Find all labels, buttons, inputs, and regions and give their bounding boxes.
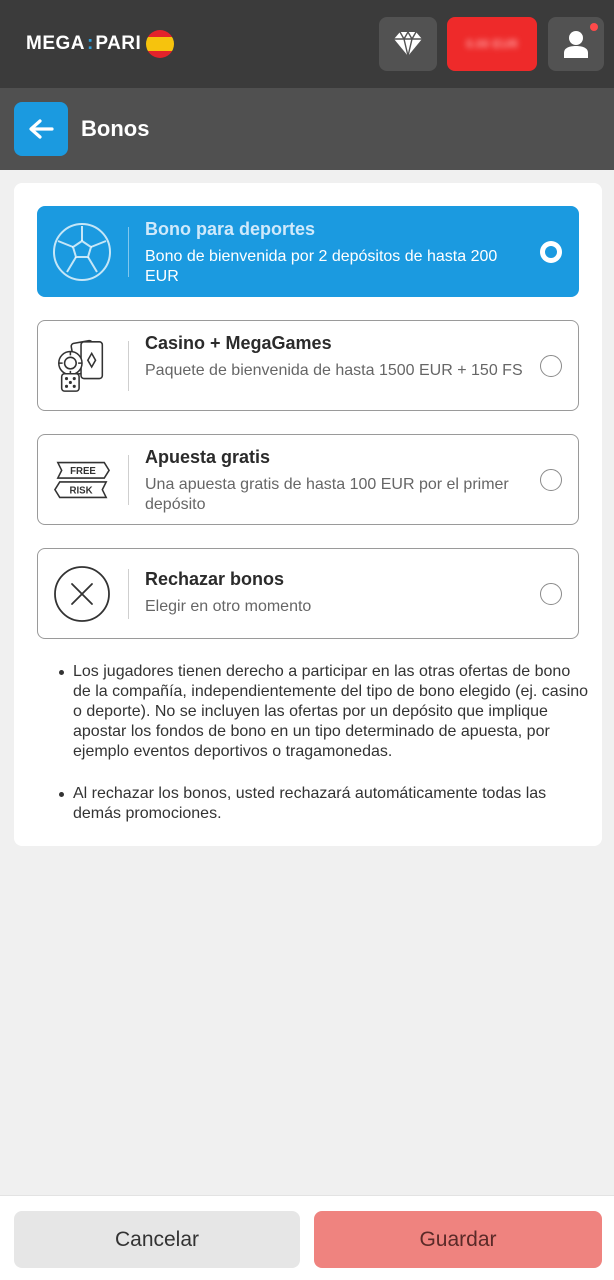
- bonus-option-sports[interactable]: [37, 206, 579, 297]
- note-item: Los jugadores tienen derecho a participar en las otras ofertas de bono de la compañía, independientemente del tipo de bono elegido (ej. casino o deporte). No se incluyen las ofertas por un depósito que implique apostar los fondos de bono en un tipo determinado de apuesta, por ejemplo eventos deportivos o tragamonedas.: [58, 662, 590, 762]
- bonus-option-reject[interactable]: [37, 548, 579, 639]
- logo-separator: :: [87, 33, 94, 54]
- radio-reject[interactable]: [540, 583, 562, 605]
- footer-bar: [0, 1195, 614, 1280]
- diamond-icon: [393, 31, 423, 57]
- option-divider: [128, 341, 129, 391]
- back-button[interactable]: [14, 102, 68, 156]
- casino-icon: [52, 337, 112, 395]
- logo-text-left: MEGA: [26, 33, 85, 54]
- option-description: Elegir en otro momento: [145, 598, 312, 615]
- option-description: Bono de bienvenida por 2 depósitos de hasta 200 EUR: [145, 248, 498, 285]
- close-circle-icon: [52, 565, 112, 623]
- cancel-button[interactable]: Cancelar: [14, 1211, 300, 1268]
- bonus-card: [14, 183, 602, 846]
- vip-gem-button[interactable]: [379, 17, 437, 71]
- option-title: Apuesta gratis: [145, 447, 271, 467]
- user-account-button[interactable]: [548, 17, 604, 71]
- top-bar: [0, 0, 614, 88]
- megapari-logo[interactable]: [26, 28, 174, 60]
- option-title: Bono para deportes: [145, 219, 316, 239]
- option-divider: [128, 227, 129, 277]
- bonus-option-casino[interactable]: [37, 320, 579, 411]
- option-divider: [128, 569, 129, 619]
- note-item: Al rechazar los bonos, usted rechazará automáticamente todas las demás promociones.: [58, 784, 590, 824]
- user-icon: [563, 30, 589, 58]
- radio-sports[interactable]: [540, 241, 562, 263]
- free-label: FREE: [70, 466, 96, 478]
- arrow-left-icon: [28, 118, 54, 140]
- free-risk-icon: [52, 451, 112, 509]
- notification-dot: [590, 23, 598, 31]
- bonus-option-free-bet[interactable]: [37, 434, 579, 525]
- balance-value: 0.00 EUR: [465, 37, 519, 51]
- page-title: Bonos: [81, 116, 150, 141]
- radio-free-bet[interactable]: [540, 469, 562, 491]
- option-divider: [128, 455, 129, 505]
- risk-label: RISK: [69, 485, 93, 497]
- soccer-ball-icon: [52, 223, 112, 281]
- page-header: [0, 88, 614, 170]
- spain-flag-icon: [146, 30, 174, 58]
- balance-button[interactable]: [447, 17, 537, 71]
- option-title: Casino + MegaGames: [145, 333, 332, 353]
- save-button[interactable]: Guardar: [314, 1211, 602, 1268]
- option-description: Paquete de bienvenida de hasta 1500 EUR + 150 FS: [145, 362, 523, 379]
- logo-text-right: PARI: [95, 33, 142, 54]
- radio-casino[interactable]: [540, 355, 562, 377]
- terms-notes: [58, 662, 590, 846]
- option-description: Una apuesta gratis de hasta 100 EUR por el primer depósito: [145, 476, 509, 513]
- option-title: Rechazar bonos: [145, 569, 285, 589]
